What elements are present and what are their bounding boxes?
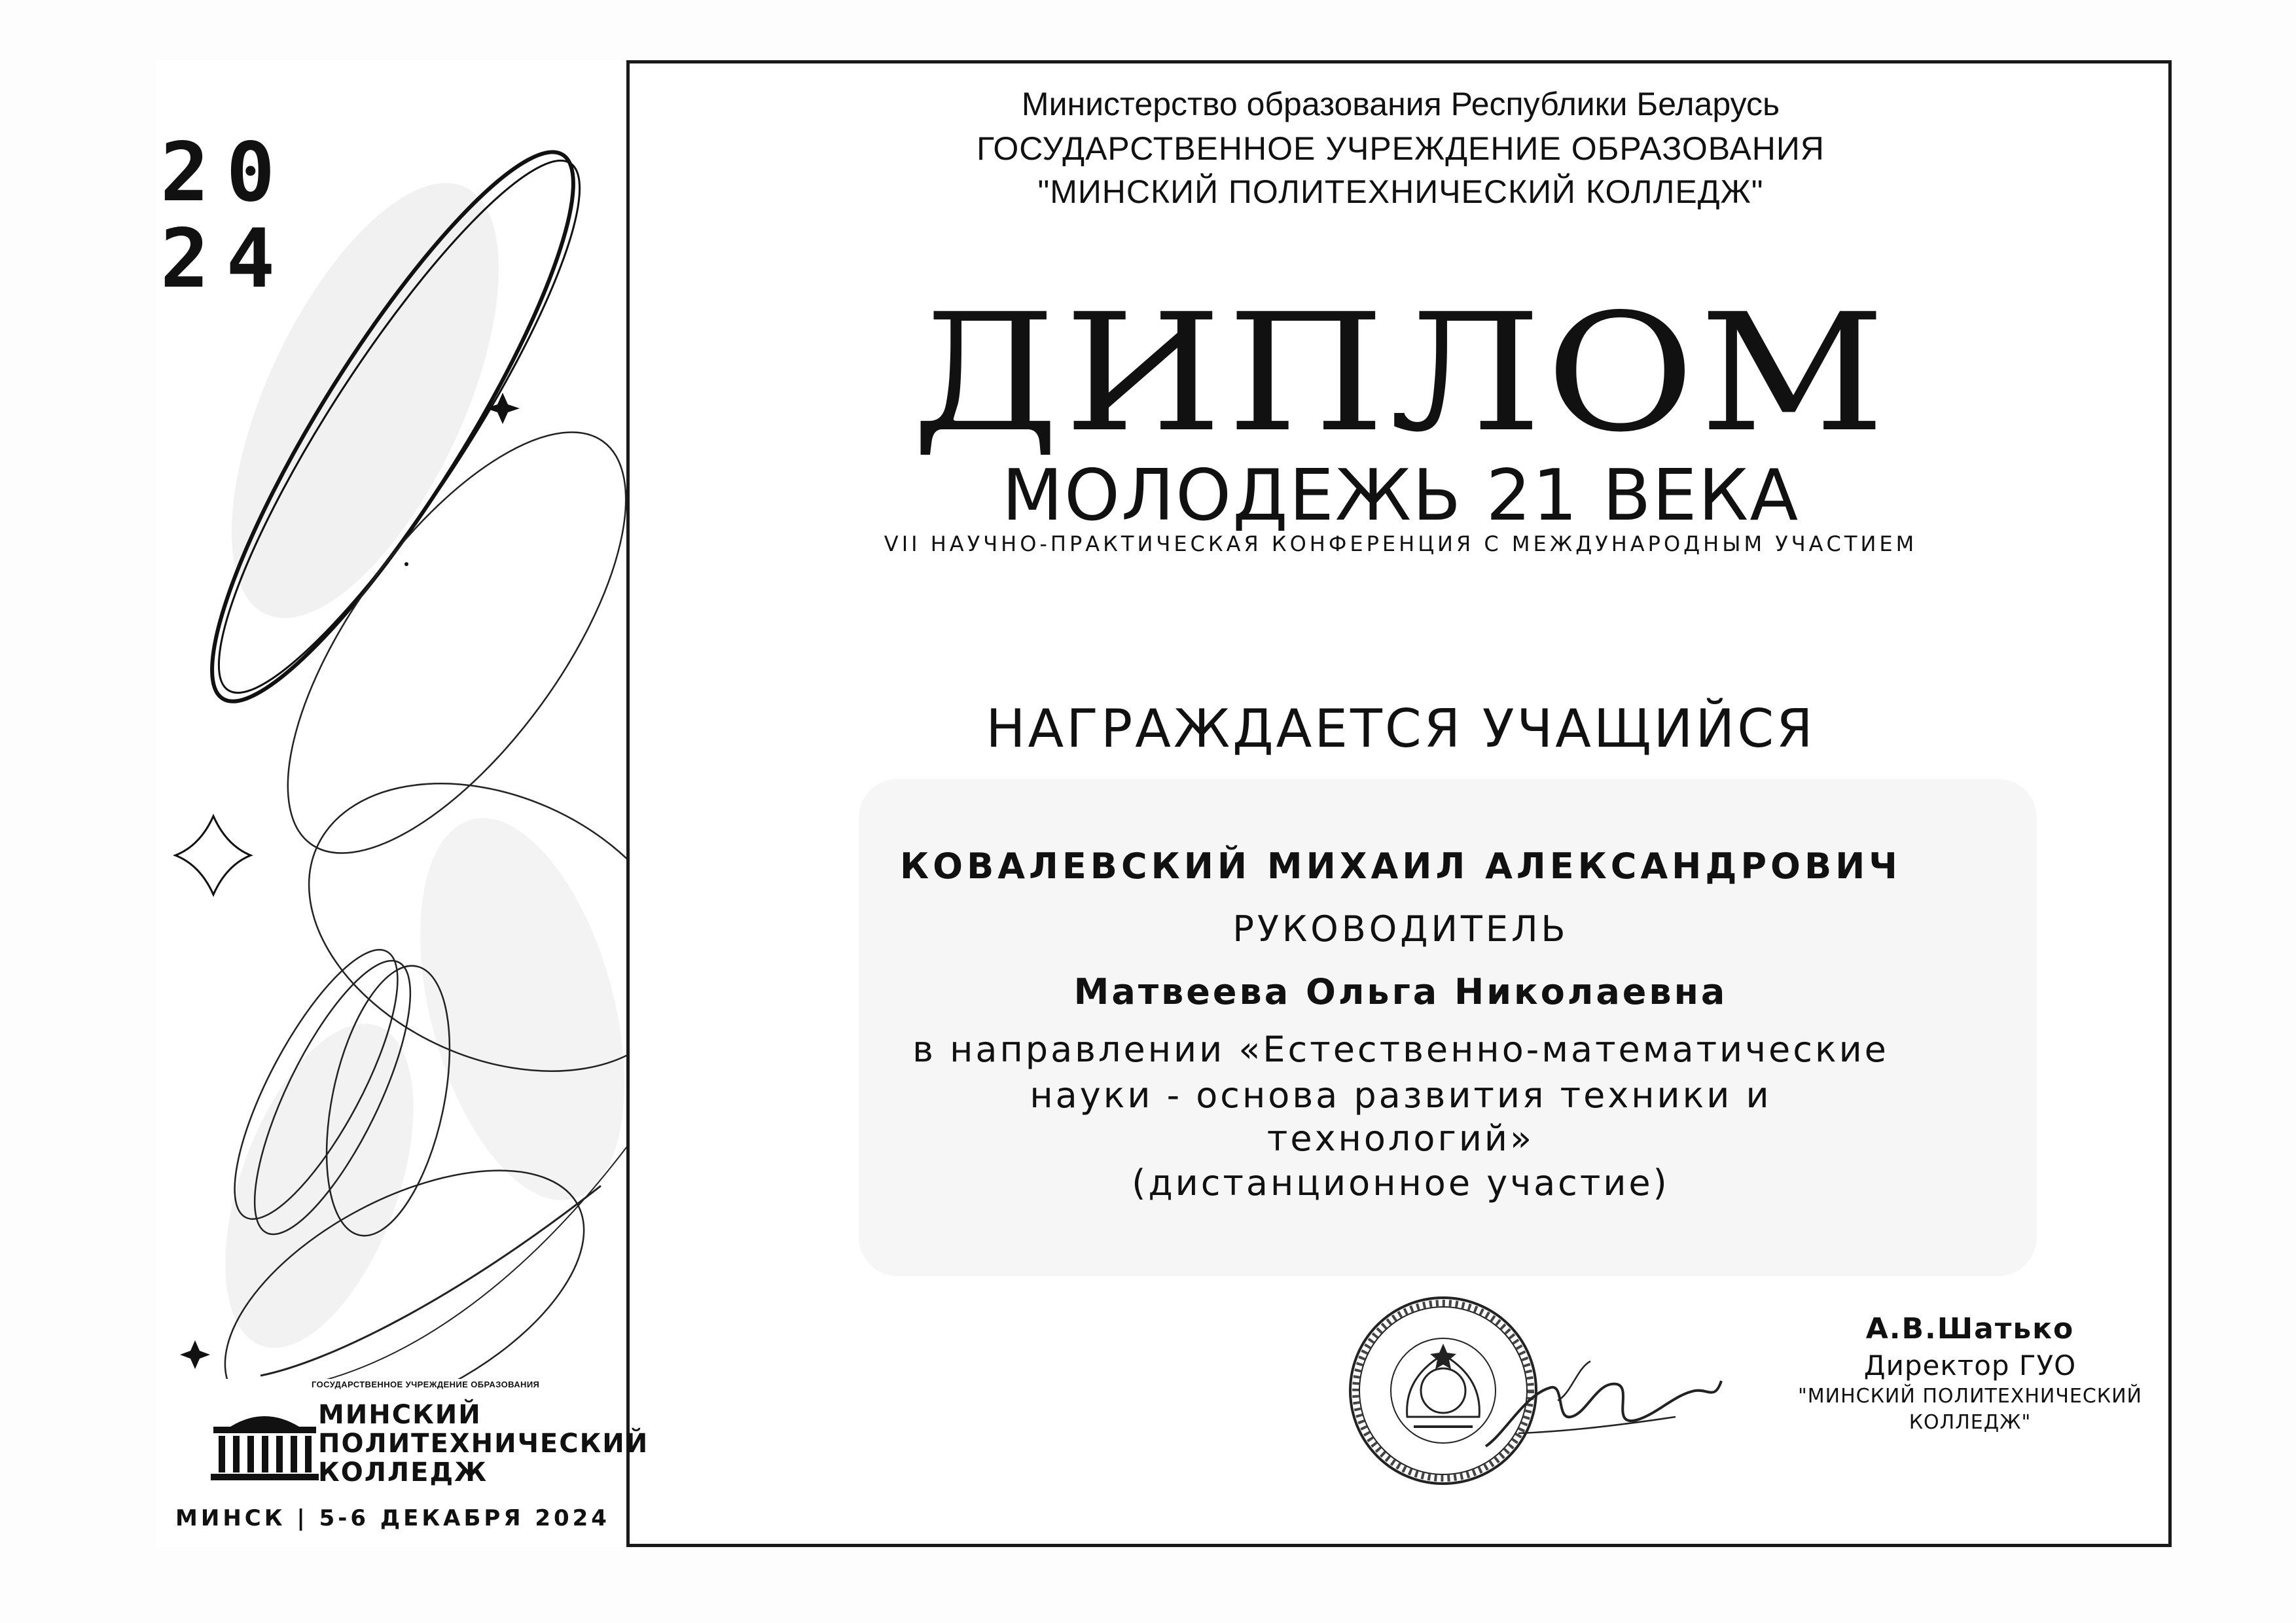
conference-name: VII НАУЧНО-ПРАКТИЧЕСКАЯ КОНФЕРЕНЦИЯ С МЕЖДУНАРОДНЫМ УЧАСТИЕМ — [884, 531, 1918, 556]
diploma-title: ДИПЛОМ — [911, 279, 1890, 468]
institution-name: "МИНСКИЙ ПОЛИТЕХНИЧЕСКИЙ КОЛЛЕДЖ" — [1037, 173, 1764, 210]
supervisor-name: Матвеева Ольга Николаевна — [1073, 971, 1728, 1012]
year-bottom: 24 — [160, 212, 293, 306]
institution-type: ГОСУДАРСТВЕННОЕ УЧРЕЖДЕНИЕ ОБРАЗОВАНИЯ — [977, 130, 1825, 167]
director-signature — [1479, 1355, 1728, 1466]
logo-college-name — [318, 1400, 649, 1488]
recipient-name: КОВАЛЕВСКИЙ МИХАИЛ АЛЕКСАНДРОВИЧ — [900, 846, 1901, 887]
director-position: Директор ГУО — [1863, 1349, 2077, 1382]
event-subtitle: МОЛОДЕЖЬ 21 ВЕКА — [1001, 455, 1800, 537]
left-decorative-panel — [156, 60, 649, 1547]
logo-line-3: КОЛЛЕДЖ — [318, 1457, 488, 1488]
director-name: А.В.Шатько — [1865, 1312, 2075, 1346]
director-org-line-2: КОЛЛЕДЖ" — [1909, 1411, 2032, 1434]
logo-line-2: ПОЛИТЕХНИЧЕСКИЙ — [318, 1429, 649, 1459]
year-top: 20 — [160, 126, 293, 220]
direction-line-2: науки - основа развития техники и — [1030, 1075, 1772, 1116]
direction-line-3: технологий» — [1266, 1118, 1535, 1159]
participation-mode: (дистанционное участие) — [1132, 1162, 1670, 1204]
event-date-footer: МИНСК | 5-6 ДЕКАБРЯ 2024 — [175, 1505, 610, 1531]
logo-caption: ГОСУДАРСТВЕННОЕ УЧРЕЖДЕНИЕ ОБРАЗОВАНИЯ — [312, 1380, 540, 1389]
director-org-line-1: "МИНСКИЙ ПОЛИТЕХНИЧЕСКИЙ — [1797, 1385, 2142, 1408]
college-building-icon — [211, 1407, 319, 1486]
ministry-name: Министерство образования Республики Беларусь — [1021, 86, 1780, 122]
logo-line-1: МИНСКИЙ — [318, 1400, 482, 1430]
supervisor-label: РУКОВОДИТЕЛЬ — [1232, 908, 1569, 950]
award-heading: НАГРАЖДАЕТСЯ УЧАЩИЙСЯ — [986, 698, 1816, 759]
direction-line-1: в направлении «Естественно-математические — [912, 1029, 1889, 1070]
